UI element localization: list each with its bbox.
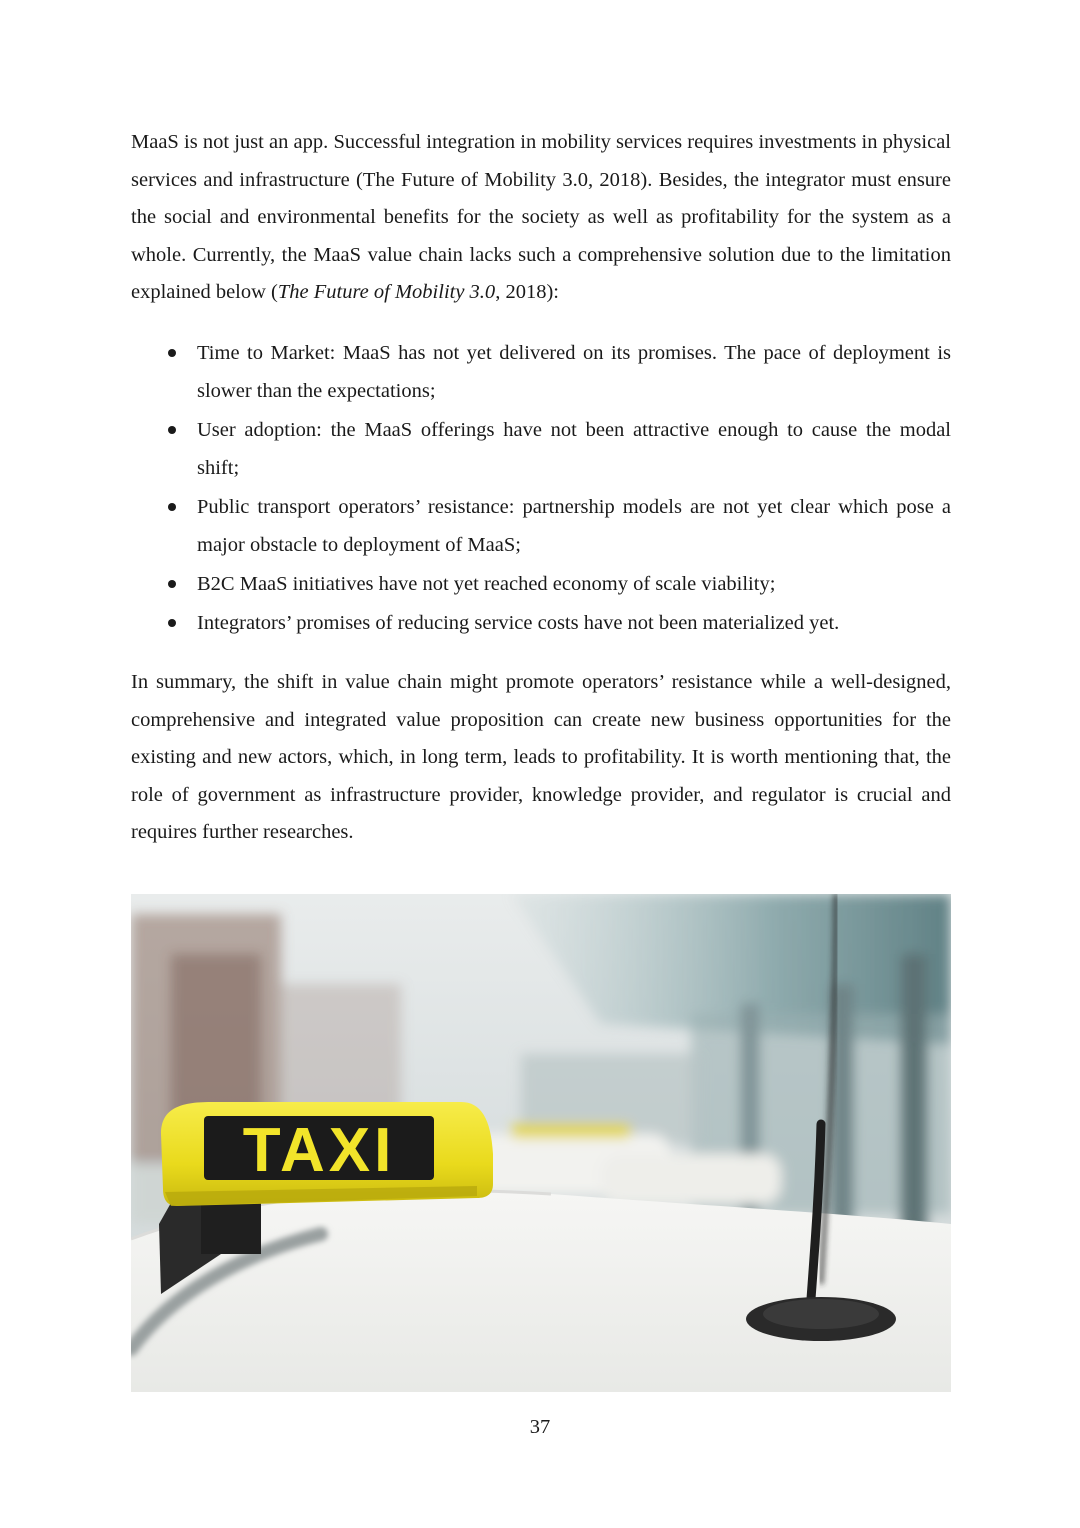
paragraph-intro [131,124,951,312]
bullet-icon [168,426,176,434]
taxi-sign-text: TAXI [242,1116,396,1185]
paragraph-intro-tail: , 2018): [495,281,559,304]
paragraph-summary: In summary, the shift in value chain might promote operators’ resistance while a well-designed, comprehensive and integrated value proposition can create new business opportunities for the existing and new actors, which, in long term, leads to profitability. It is worth mentioning that, the role of government as infrastructure provider, knowledge provider, and regulator is crucial and requires further researches. [131,670,951,844]
bullet-icon [168,349,176,357]
paragraph-intro-text: MaaS is not just an app. Successful integration in mobility services requires investments in physical services and infrastructure (The Future of Mobility 3.0, 2018). Besides, the integrator must ensure the social and environmental benefits for the society as well as profitability for the system as a whole. Currently, the MaaS value chain lacks such a comprehensive solution due to the limitation explained below ( [131,131,951,304]
bullet-icon [168,503,176,511]
list-item: Integrators’ promises of reducing service costs have not been materialized yet. [131,604,951,642]
bullet-icon [168,580,176,588]
list-item: Time to Market: MaaS has not yet delivered on its promises. The pace of deployment is slower than the expectations; [131,334,951,410]
taxi-illustration [131,894,951,1392]
citation-title: The Future of Mobility 3.0 [277,281,496,304]
limitations-list [131,334,951,642]
list-item: B2C MaaS initiatives have not yet reached economy of scale viability; [131,565,951,603]
taxi-photo [131,894,951,1392]
list-item: User adoption: the MaaS offerings have not been attractive enough to cause the modal shift; [131,411,951,487]
page-number: 37 [529,1416,551,1438]
list-item: Public transport operators’ resistance: partnership models are not yet clear which pose a major obstacle to deployment of MaaS; [131,488,951,564]
body-text [131,124,951,852]
bullet-icon [168,619,176,627]
